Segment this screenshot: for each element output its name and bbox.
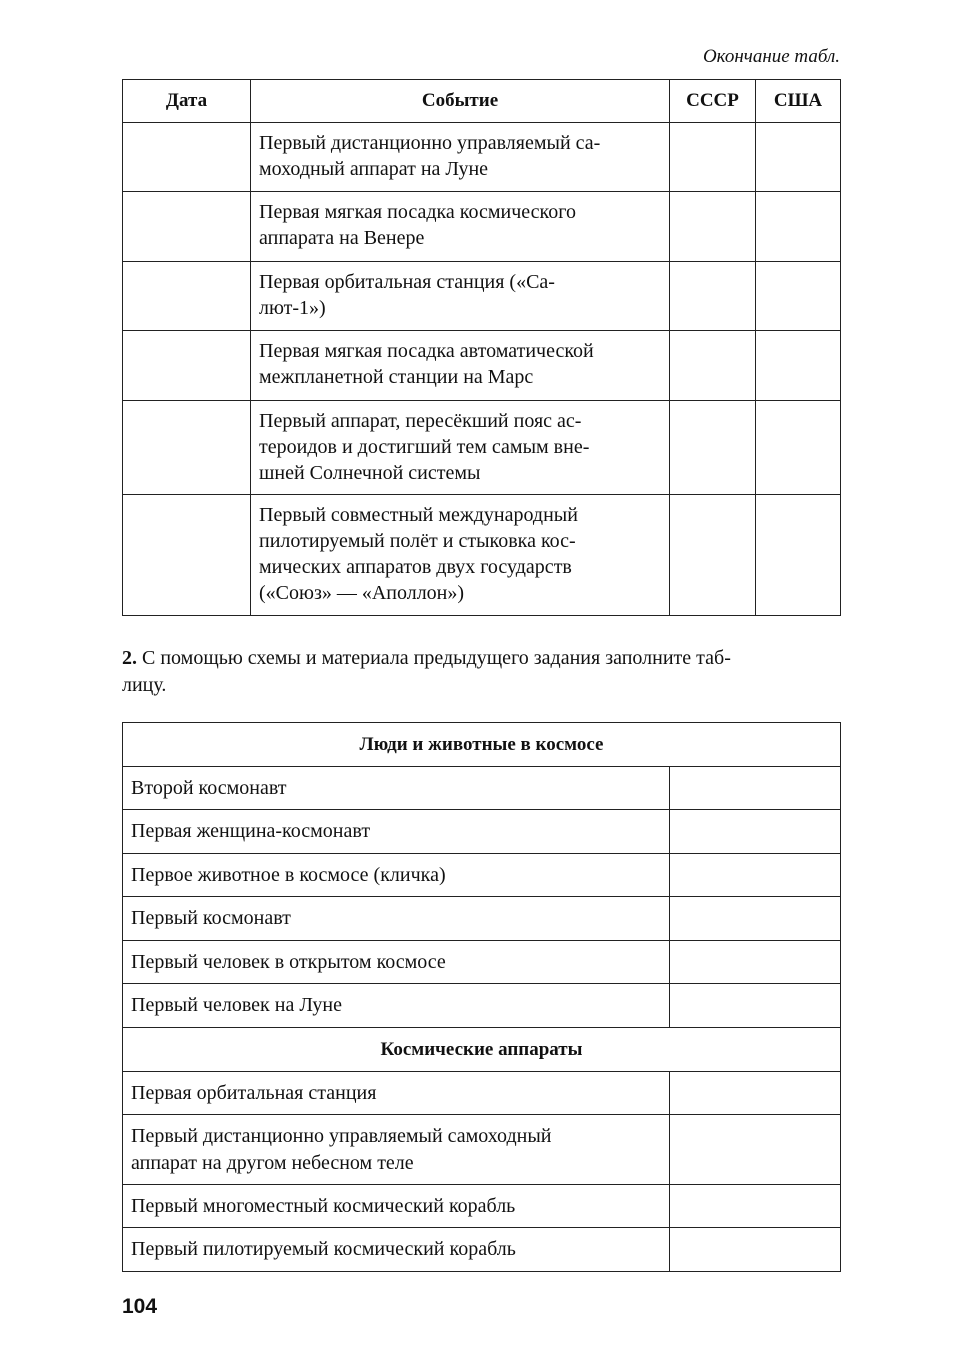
header-ussr: СССР [670, 80, 756, 123]
date-cell[interactable] [123, 123, 251, 192]
event-cell [251, 123, 670, 192]
table-row [123, 810, 841, 854]
event-text-line: Первая мягкая посадка космического [259, 201, 576, 223]
date-cell[interactable] [123, 401, 251, 495]
table-row [123, 401, 841, 495]
answer-cell[interactable] [670, 897, 841, 941]
event-text-line: аппарата на Венере [259, 227, 425, 249]
row-label-line: аппарат на другом небесном теле [131, 1151, 414, 1174]
table-header-row [123, 80, 841, 123]
row-label: Первый человек в открытом космосе [123, 941, 670, 984]
ussr-cell[interactable] [670, 123, 756, 192]
ussr-cell[interactable] [670, 262, 756, 331]
answer-cell[interactable] [670, 1072, 841, 1115]
ussr-cell[interactable] [670, 401, 756, 495]
usa-cell[interactable] [756, 192, 841, 262]
table-row [123, 192, 841, 262]
row-label: Первый многоместный космический корабль [123, 1185, 670, 1228]
table-row [123, 1115, 841, 1185]
event-text-line: Первая мягкая посадка автоматической [259, 340, 594, 362]
event-cell [251, 262, 670, 331]
row-label: Первый космонавт [123, 897, 670, 941]
row-label: Первая орбитальная станция [123, 1072, 670, 1115]
usa-cell[interactable] [756, 401, 841, 495]
usa-cell[interactable] [756, 123, 841, 192]
date-cell[interactable] [123, 331, 251, 401]
date-cell[interactable] [123, 495, 251, 616]
table-row [123, 495, 841, 616]
space-events-table [122, 79, 841, 616]
task-line: лицу. [122, 674, 167, 696]
event-text-line: тероидов и достигший тем самым вне- [259, 436, 590, 458]
row-label: Первое животное в космосе (кличка) [123, 854, 670, 897]
answer-cell[interactable] [670, 984, 841, 1028]
usa-cell[interactable] [756, 331, 841, 401]
event-text-line: шней Солнечной системы [259, 462, 481, 484]
people-and-spacecraft-table [122, 722, 841, 1272]
event-text-line: Первая орбитальная станция («Са- [259, 271, 555, 293]
table-row [123, 331, 841, 401]
event-text-line: мических аппаратов двух государств [259, 556, 572, 578]
event-text-line: моходный аппарат на Луне [259, 158, 489, 180]
table-row [123, 941, 841, 984]
event-text-line: лют-1») [259, 297, 326, 319]
ussr-cell[interactable] [670, 495, 756, 616]
event-text-line: Первый аппарат, пересёкший пояс ас- [259, 410, 582, 432]
date-cell[interactable] [123, 192, 251, 262]
row-label: Первый человек на Луне [123, 984, 670, 1028]
table-row [123, 984, 841, 1028]
section-title-people-animals: Люди и животные в космосе [123, 723, 841, 767]
section-header-row [123, 1028, 841, 1072]
answer-cell[interactable] [670, 1185, 841, 1228]
ussr-cell[interactable] [670, 192, 756, 262]
table-row [123, 262, 841, 331]
ussr-cell[interactable] [670, 331, 756, 401]
table-row [123, 1228, 841, 1272]
table-row [123, 767, 841, 810]
answer-cell[interactable] [670, 810, 841, 854]
row-label-line: Первый дистанционно управляемый самоходный [131, 1124, 552, 1147]
task-line [122, 645, 840, 672]
task-instruction [122, 645, 840, 699]
usa-cell[interactable] [756, 495, 841, 616]
row-label: Первый пилотируемый космический корабль [123, 1228, 670, 1272]
answer-cell[interactable] [670, 1228, 841, 1272]
event-cell [251, 331, 670, 401]
event-cell [251, 401, 670, 495]
event-text-line: Первый совместный международный [259, 504, 578, 526]
date-cell[interactable] [123, 262, 251, 331]
event-cell [251, 495, 670, 616]
row-label: Первая женщина-космонавт [123, 810, 670, 854]
section-title-spacecraft: Космические аппараты [123, 1028, 841, 1072]
header-date: Дата [123, 80, 251, 123]
event-cell [251, 192, 670, 262]
row-label [123, 1115, 670, 1185]
header-usa: США [756, 80, 841, 123]
answer-cell[interactable] [670, 854, 841, 897]
usa-cell[interactable] [756, 262, 841, 331]
table-continuation-note: Окончание табл. [702, 46, 840, 67]
task-number: 2. [122, 647, 137, 669]
header-event: Событие [251, 80, 670, 123]
answer-cell[interactable] [670, 1115, 841, 1185]
event-text-line: межпланетной станции на Марс [259, 366, 534, 388]
event-text-line: пилотируемый полёт и стыковка кос- [259, 530, 576, 552]
event-text-line: Первый дистанционно управляемый са- [259, 132, 601, 154]
table-row [123, 897, 841, 941]
task-text: С помощью схемы и материала предыдущего задания заполните таб- [142, 647, 731, 669]
answer-cell[interactable] [670, 767, 841, 810]
table-row [123, 854, 841, 897]
table-row [123, 123, 841, 192]
section-header-row [123, 723, 841, 767]
answer-cell[interactable] [670, 941, 841, 984]
event-text-line: («Союз» — «Аполлон») [259, 582, 465, 604]
row-label: Второй космонавт [123, 767, 670, 810]
page-number: 104 [122, 1295, 158, 1318]
table-row [123, 1185, 841, 1228]
table-row [123, 1072, 841, 1115]
